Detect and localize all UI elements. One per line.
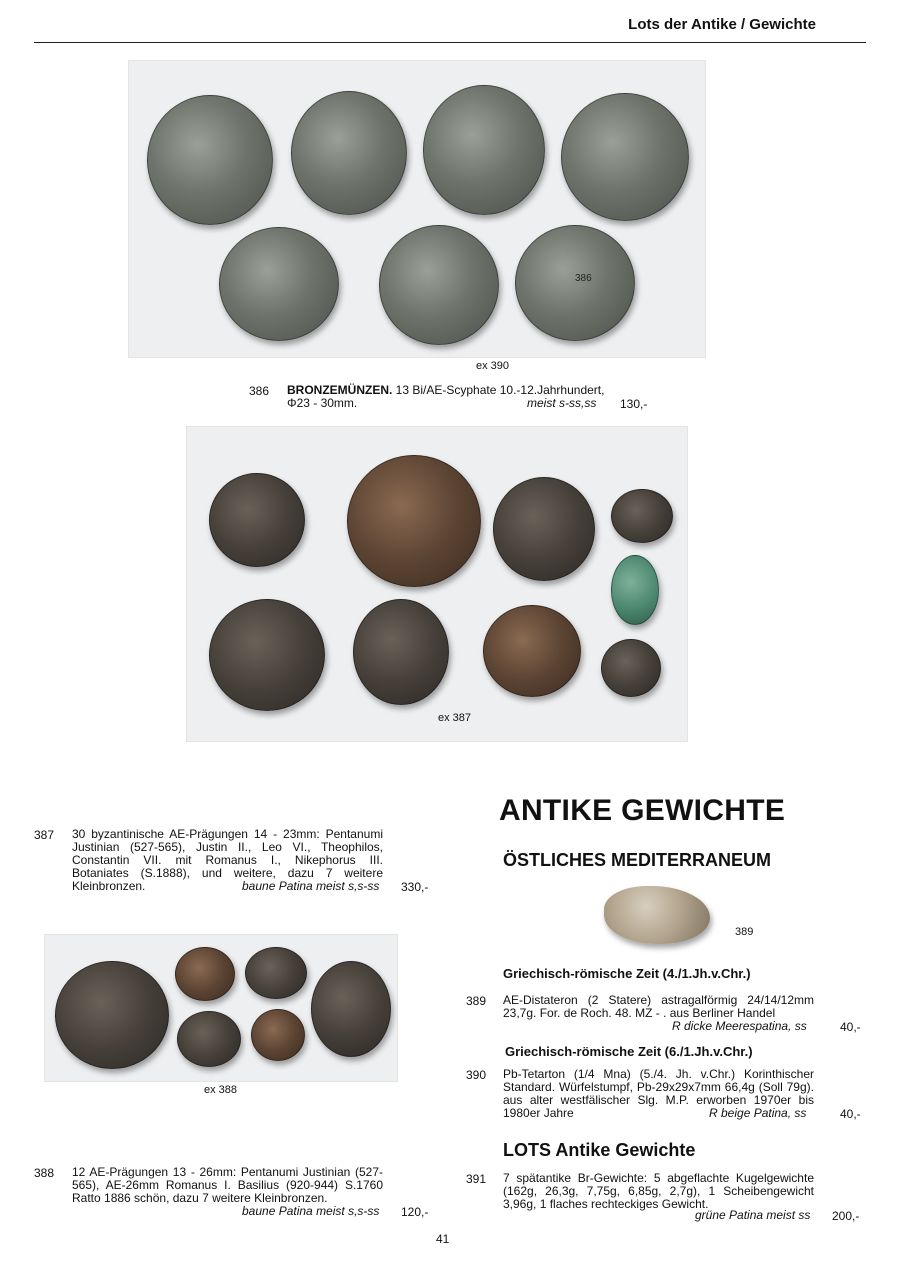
coin-image — [147, 95, 273, 225]
lot-description — [72, 1166, 383, 1205]
period-heading: Griechisch-römische Zeit (4./1.Jh.v.Chr.) — [503, 966, 751, 981]
section-heading: ANTIKE GEWICHTE — [499, 794, 786, 827]
weight-image — [604, 886, 710, 944]
caption-ex-388: ex 388 — [204, 1084, 238, 1096]
coin-image — [561, 93, 689, 221]
coin-image — [353, 599, 449, 705]
coin-image — [245, 947, 307, 999]
coin-image — [493, 477, 595, 581]
lot-grade: baune Patina meist s,s-ss — [242, 879, 380, 893]
coin-image — [483, 605, 581, 697]
lot-number: 390 — [466, 1068, 487, 1082]
lot-text-line: 3,96g, 1 flaches rechteckiges Gewicht. — [503, 1197, 709, 1211]
coin-image — [55, 961, 169, 1069]
lot-text-line: Pb-Tetarton (1/4 Mna) (5./4. Jh. v.Chr.) Korinthischer — [503, 1067, 814, 1081]
subsection-heading: ÖSTLICHES MEDITERRANEUM — [503, 850, 772, 870]
coin-image — [291, 91, 407, 215]
lot-price: 200,- — [832, 1209, 860, 1223]
coin-image — [423, 85, 545, 215]
lot-grade: baune Patina meist s,s-ss — [242, 1204, 380, 1218]
lot-number: 386 — [249, 384, 270, 398]
lot-text-line: 7 spätantike Br-Gewichte: 5 abgeflachte Kugelgewichte — [503, 1171, 814, 1185]
coin-image — [311, 961, 391, 1057]
photo-lot-388 — [44, 934, 398, 1082]
coin-image — [601, 639, 661, 697]
lot-text-line: (162g, 26,3g, 7,75g, 6,85g, 2,7g), 1 Scheibengewicht — [503, 1184, 814, 1198]
coin-image — [347, 455, 481, 587]
lot-number: 389 — [466, 994, 487, 1008]
lot-price: 40,- — [840, 1020, 861, 1034]
lot-text-line: Ratto 1886 schön, dazu 7 weitere Kleinbronzen. — [72, 1191, 328, 1205]
lot-price: 40,- — [840, 1107, 861, 1121]
lot-text-line: 565), AE-26mm Romanus I. Basilius (920-944) S.1760 — [72, 1178, 383, 1192]
coin-image — [251, 1009, 305, 1061]
coin-image — [611, 489, 673, 543]
lot-description — [503, 1172, 814, 1211]
caption-389: 389 — [735, 926, 754, 938]
lot-text-line: 30 byzantinische AE-Prägungen 14 - 23mm: Pentanumi — [72, 827, 383, 841]
period-heading: Griechisch-römische Zeit (6./1.Jh.v.Chr.) — [505, 1044, 753, 1059]
lot-text-line: Kleinbronzen. — [72, 879, 146, 893]
lot-text-line: AE-Distateron (2 Statere) astragalförmig 24/14/12mm — [503, 993, 814, 1007]
lot-title: BRONZEMÜNZEN. — [287, 383, 393, 397]
lot-grade: R beige Patina, ss — [709, 1106, 807, 1120]
lot-number: 388 — [34, 1166, 55, 1180]
coin-image — [209, 473, 305, 567]
lot-text-line: aus alter westfälischer Slg. M.P. erworben 1970er bis — [503, 1093, 814, 1107]
header-rule — [34, 42, 866, 43]
lot-description — [503, 1068, 814, 1107]
lot-grade: grüne Patina meist ss — [695, 1208, 811, 1222]
lots-heading: LOTS Antike Gewichte — [503, 1140, 696, 1160]
lot-text-line: 13 Bi/AE-Scyphate 10.-12.Jahrhundert, — [392, 383, 605, 397]
photo-lot-389 — [600, 880, 716, 950]
lot-description — [503, 994, 814, 1020]
coin-image — [219, 227, 339, 341]
coin-image — [177, 1011, 241, 1067]
lot-text-line: Standard. Würfelstumpf, Pb-29x29x7mm 66,4g (Soll 79g). — [503, 1080, 814, 1094]
caption-ex-390: ex 390 — [476, 360, 510, 372]
lot-text-line: 12 AE-Prägungen 13 - 26mm: Pentanumi Justinian (527- — [72, 1165, 383, 1179]
coin-lot-tag: 386 — [575, 273, 592, 284]
lot-text-line: Justinian (527-565), Justin II., Leo VI., Theophilos, — [72, 840, 383, 854]
coin-image — [611, 555, 659, 625]
lot-text-line: Constantin VII. mit Romanus I., Nikephorus III. — [72, 853, 383, 867]
caption-ex-387: ex 387 — [438, 712, 472, 724]
lot-grade: R dicke Meerespatina, ss — [672, 1019, 807, 1033]
lot-price: 120,- — [401, 1205, 429, 1219]
lot-text-line: 1980er Jahre — [503, 1106, 574, 1120]
lot-number: 387 — [34, 828, 55, 842]
lot-text-line: Botaniates (S.1888), und weitere, dazu 7 weitere — [72, 866, 383, 880]
coin-image — [379, 225, 499, 345]
page-number: 41 — [436, 1232, 450, 1246]
photo-lot-386 — [128, 60, 706, 358]
running-header: Lots der Antike / Gewichte — [628, 16, 816, 33]
lot-text-line: Φ23 - 30mm. — [287, 396, 358, 410]
lot-grade: meist s-ss,ss — [527, 396, 597, 410]
coin-image — [175, 947, 235, 1001]
lot-number: 391 — [466, 1172, 487, 1186]
lot-text-line: 23,7g. For. de Roch. 48. MZ - . aus Berliner Handel — [503, 1006, 776, 1020]
lot-description — [72, 828, 383, 880]
photo-lot-387 — [186, 426, 688, 742]
coin-image — [209, 599, 325, 711]
lot-price: 130,- — [620, 397, 648, 411]
lot-price: 330,- — [401, 880, 429, 894]
